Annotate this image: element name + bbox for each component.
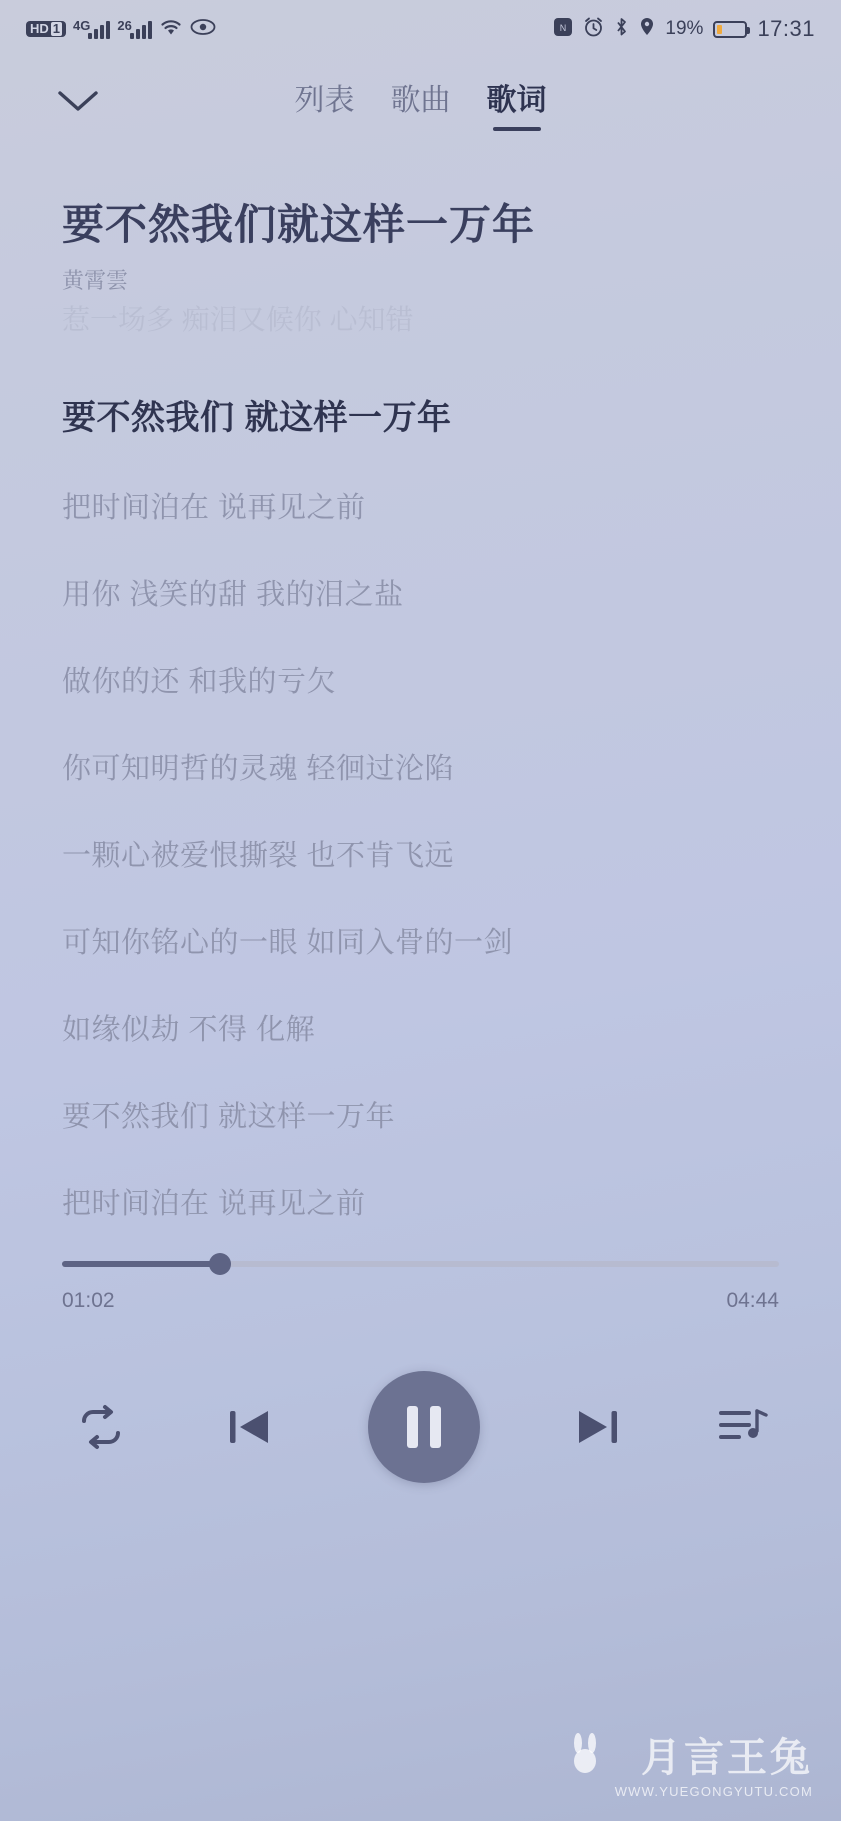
lyric-line: 用你 浅笑的甜 我的泪之盐: [62, 579, 404, 611]
lyric-line: 如缘似劫 不得 化解: [62, 1014, 316, 1046]
player-top-bar: [0, 58, 841, 144]
cellular-signal-1: [73, 19, 110, 39]
alarm-icon: [583, 17, 604, 42]
tab-lyrics[interactable]: 歌词: [487, 75, 547, 127]
progress-times: [62, 1289, 779, 1313]
lyric-line: 做你的还 和我的亏欠: [62, 666, 337, 698]
pause-icon: [407, 1406, 441, 1448]
nfc-icon: [553, 17, 573, 41]
battery-icon: [713, 21, 747, 38]
network-type-label-2: 26: [117, 18, 132, 33]
hd-volte-icon: [26, 21, 66, 38]
location-icon: [639, 17, 655, 41]
status-bar: [0, 0, 841, 58]
lyric-line-faded: 惹一场多 痴泪又候你 心知错: [62, 304, 414, 332]
repeat-icon[interactable]: [72, 1404, 130, 1450]
eye-comfort-icon: [190, 18, 216, 40]
status-bar-right: [553, 16, 815, 42]
battery-percent-label: 19%: [665, 18, 704, 39]
lyric-line: 把时间泊在 说再见之前: [62, 1188, 366, 1220]
progress-fill: [62, 1261, 220, 1267]
elapsed-time: 01:02: [62, 1289, 115, 1312]
watermark-url: WWW.YUEGONGYUTU.COM: [614, 1784, 813, 1799]
song-artist: 黄霄雲: [62, 268, 129, 293]
playlist-queue-icon[interactable]: [717, 1403, 769, 1451]
previous-track-icon[interactable]: [224, 1403, 274, 1451]
lyric-line: 你可知明哲的灵魂 轻徊过沦陷: [62, 753, 455, 785]
watermark: [615, 1738, 813, 1799]
transport-controls: [0, 1313, 841, 1483]
lyric-line: 要不然我们 就这样一万年: [62, 1101, 396, 1133]
network-type-label-1: 4G: [73, 18, 91, 33]
progress-bar[interactable]: [0, 1261, 841, 1313]
signal-bars-icon-1: [88, 19, 110, 39]
player-tabs: [295, 75, 547, 127]
lyric-line: 可知你铭心的一眼 如同入骨的一剑: [62, 927, 514, 959]
tab-list[interactable]: 列表: [294, 84, 355, 117]
lyric-line-current: 要不然我们 就这样一万年: [62, 399, 452, 437]
play-pause-button[interactable]: [368, 1371, 480, 1483]
status-bar-left: [26, 17, 216, 41]
tab-song[interactable]: 歌曲: [390, 84, 451, 117]
cellular-signal-2: [117, 19, 151, 39]
total-duration: 04:44: [726, 1289, 779, 1312]
signal-bars-icon-2: [130, 19, 152, 39]
song-header: [0, 144, 841, 295]
next-track-icon[interactable]: [573, 1403, 623, 1451]
lyrics-scroll-area[interactable]: [0, 288, 841, 1261]
progress-knob[interactable]: [209, 1253, 231, 1275]
svg-text:N: N: [560, 23, 567, 33]
lyric-line: 把时间泊在 说再见之前: [62, 492, 366, 524]
song-title: 要不然我们就这样一万年: [62, 201, 536, 248]
lyric-line: 一颗心被爱恨撕裂 也不肯飞远: [62, 840, 455, 872]
bluetooth-icon: [614, 17, 629, 42]
watermark-title: 月言王兔: [641, 1736, 813, 1780]
status-clock: 17:31: [757, 16, 815, 41]
progress-track[interactable]: [62, 1261, 779, 1267]
chevron-down-icon[interactable]: [48, 71, 108, 131]
wifi-icon: [159, 17, 183, 41]
rabbit-logo-icon: [563, 1732, 607, 1776]
sim-number: 1: [52, 20, 61, 36]
hd-label: HD: [30, 20, 49, 36]
